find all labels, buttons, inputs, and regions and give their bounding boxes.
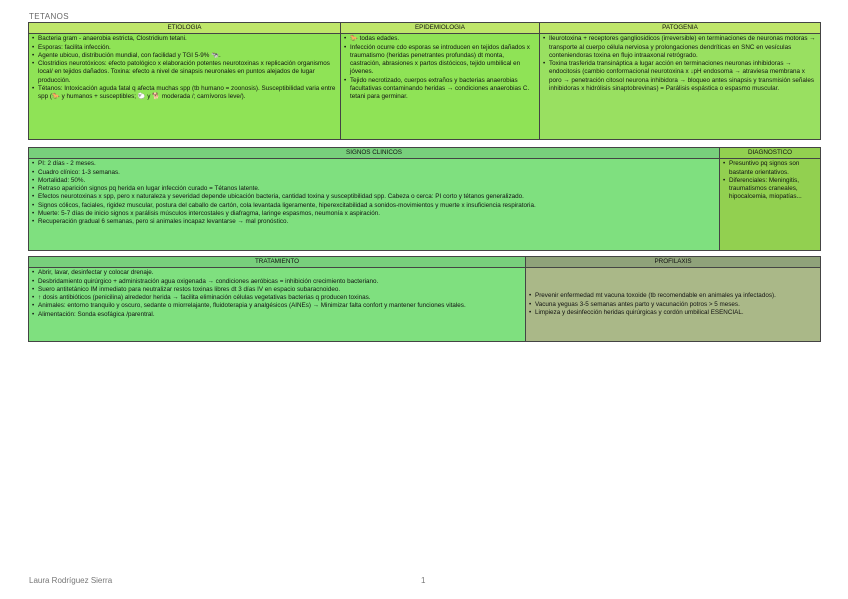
profilaxis-cell <box>526 268 821 342</box>
footer-author: Laura Rodríguez Sierra <box>29 576 113 585</box>
signos-item: • PI: 2 días - 2 meses. <box>32 160 716 168</box>
diagnostico-item: • Diferenciales: Meningitis, traumatismos craneales, hipocalcemia, miopatías... <box>723 177 817 202</box>
signos-item: • Mortalidad: 50%. <box>32 177 716 185</box>
etiologia-item: • Agente ubicuo, distribución mundial, con facilidad y TGI 5-9% 🐄. <box>32 52 337 60</box>
diagnostico-item: • Presuntivo pq signos son bastante orientativos. <box>723 160 817 177</box>
tratamiento-item: • ↑ dosis antibióticos (penicilina) alrededor herida → facilita eliminación células vegetativas bacterias q producen toxinas. <box>32 294 522 302</box>
tratamiento-item: • Desbridamiento quirúrgico + administración agua oxigenada → condiciones aeróbicas = inhibición crecimiento bacteriano. <box>32 278 522 286</box>
header-epidemiologia: EPIDEMIOLOGIA <box>341 23 540 34</box>
signos-item: • Cuadro clínico: 1-3 semanas. <box>32 169 716 177</box>
signos-item: • Efectos neurotoxinas x spp, pero x naturaleza y severidad depende ubicación bacteria, cantidad toxina y susceptibilidad spp. Cabeza o cerca: PI corto y tétanos generalizado. <box>32 193 716 201</box>
header-etiologia: ETIOLOGIA <box>29 23 341 34</box>
tratamiento-item: • Animales: entorno tranquilo y oscuro, sedante o miorrelajante, fluidoterapia y analgésicos (AINEs) → Minimizar falta confort y mantener funciones vitales. <box>32 302 522 310</box>
section-etiologia-epidemiologia-patogenia <box>28 22 821 140</box>
signos-cell <box>29 159 720 251</box>
signos-item: • Recuperación gradual 6 semanas, pero si animales incapaz levantarse → mal pronóstico. <box>32 218 716 226</box>
signos-item: • Muerte: 5-7 días de inicio signos x parálisis músculos intercostales y diafragma, laringe espasmos, neumonía x aspiración. <box>32 210 716 218</box>
etiologia-item: • Bacteria gram - anaerobia estricta, Clostridium tetani. <box>32 35 337 43</box>
patogenia-item: • Toxina trasferida transináptica a lugar acción en terminaciones neuronas inhibidoras → endocitosis (cambio conformacional neurotoxina x ↓pH endosoma → atraviesa membrana x poro → penetración citosol neurona inhibidora → bloqueo antes sinapsis y transmisión señales inhibidoras x hidrólisis sinaptobrevinas) = Parálisis espástica o espasmo muscular. <box>543 60 817 93</box>
header-tratamiento: TRATAMIENTO <box>29 257 526 268</box>
header-profilaxis: PROFILAXIS <box>526 257 821 268</box>
header-patogenia: PATOGENIA <box>540 23 821 34</box>
epidemiologia-item: • Infección ocurre cdo esporas se introducen en tejidos dañados x traumatismo (heridas penetrantes profundas) dt monta, castración, abrasiones x partos distócicos, tejido umbilical en jóvenes. <box>344 44 536 77</box>
etiologia-item: • Esporas: facilita infección. <box>32 44 337 52</box>
signos-item: • Retraso aparición signos pq herida en lugar infección curado = Tétanos latente. <box>32 185 716 193</box>
header-diagnostico: DIAGNOSTICO <box>720 148 821 159</box>
section-signos-diagnostico <box>28 147 821 251</box>
epidemiologia-item: • Tejido necrotizado, cuerpos extraños y bacterias anaerobias facultativas contaminando heridas → condiciones anaerobias C. tetani para germinar. <box>344 77 536 102</box>
section-tratamiento-profilaxis <box>28 256 821 342</box>
diagnostico-cell <box>720 159 821 251</box>
document-title: TETANOS <box>29 12 69 21</box>
profilaxis-item: • Limpieza y desinfección heridas quirúrgicas y cordón umbilical ESENCIAL. <box>529 309 817 317</box>
etiologia-cell <box>29 34 341 140</box>
tratamiento-item: • Abrir, lavar, desinfectar y colocar drenaje. <box>32 269 522 277</box>
tratamiento-item: • Alimentación: Sonda esofágica /parentral. <box>32 311 522 319</box>
signos-item: • Signos cólicos, faciales, rigidez muscular, postura del caballo de cartón, cola levantada ligeramente, hiperexcitabilidad a sonidos-movimientos y muerte x insuficiencia respiratoria. <box>32 202 716 210</box>
epidemiologia-item: • 🐎 todas edades. <box>344 35 536 43</box>
profilaxis-item: • Vacuna yeguas 3-5 semanas antes parto y vacunación potros > 5 meses. <box>529 301 817 309</box>
patogenia-cell <box>540 34 821 140</box>
footer-page-number: 1 <box>421 576 426 585</box>
patogenia-item: • Ileurotoxina + receptores gangliosidicos (irreversible) en terminaciones de neuronas motoras → transporte al cuerpo célula nerviosa y prolongaciones dendríticas en SNC en vesículas conteniendoras toxina en flujo intraaxonal retrógrado. <box>543 35 817 60</box>
header-signos-clinicos: SIGNOS CLINICOS <box>29 148 720 159</box>
tratamiento-cell <box>29 268 526 342</box>
etiologia-item: • Clostridios neurotóxicos: efecto patológico x elaboración potentes neurotoxinas x replicación organismos local/ en tejidos dañados. Toxina: efecto a nivel de sinapsis neuronales en puntos alejados de lugar producción. <box>32 60 337 85</box>
etiologia-item: • Tétanos: Intoxicación aguda fatal q afecta muchas spp (tb humano = zoonosis). Susceptibilidad varia entre spp (🐎 y humanos + susceptibles; 🐑 y 🐕 moderada /; carnívoros leve/). <box>32 85 337 102</box>
profilaxis-item: • Prevenir enfermedad mt vacuna toxoide (tb recomendable en animales ya infectados). <box>529 292 817 300</box>
tratamiento-item: • Suero antitetánico IM inmediato para neutralizar restos toxinas libres dt 3 días IV en espacio subaracnoideo. <box>32 286 522 294</box>
epidemiologia-cell <box>341 34 540 140</box>
